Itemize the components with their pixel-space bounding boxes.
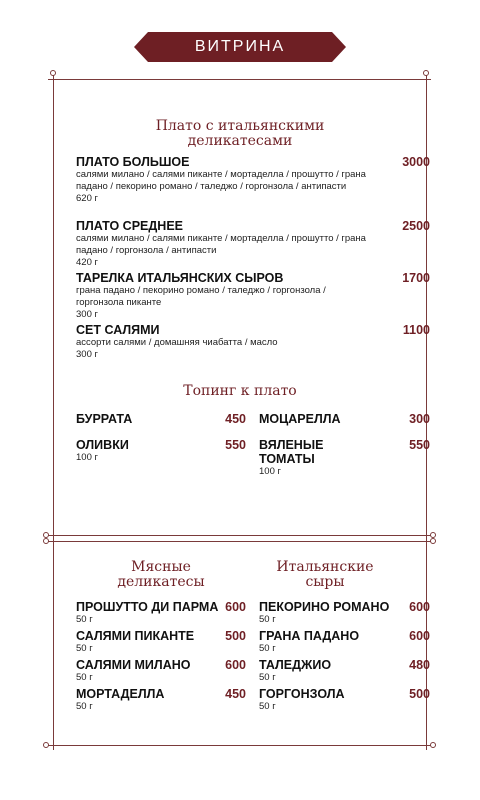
item-weight: 50 г	[76, 614, 93, 625]
item-name: ГРАНА ПАДАНО	[259, 629, 360, 643]
section-banner	[134, 32, 346, 62]
item-weight: 50 г	[76, 672, 93, 683]
item-price: 500	[225, 629, 246, 643]
item-weight: 300 г	[76, 349, 98, 360]
item-weight: 300 г	[76, 309, 98, 320]
frame-right-line	[426, 75, 427, 540]
menu-item	[76, 271, 346, 321]
item-name: ГОРГОНЗОЛА	[259, 687, 345, 701]
item-price: 3000	[402, 155, 430, 169]
item-description: салями милано / салями пиканте / мортаделла / прошутто / грана падано / горгонзола / антипасти	[76, 233, 366, 256]
item-name: МОЦАРЕЛЛА	[259, 412, 341, 426]
item-weight: 50 г	[76, 643, 93, 654]
item-price: 600	[409, 600, 430, 614]
frame-bottom-line	[48, 745, 431, 746]
section-title-cheeses: Итальянские сыры	[276, 559, 374, 590]
item-weight: 50 г	[76, 701, 93, 712]
frame-corner-ornament	[423, 70, 429, 76]
topping-item	[76, 438, 216, 464]
item-price: 600	[409, 629, 430, 643]
frame-mid-line	[48, 535, 431, 536]
item-name: САЛЯМИ ПИКАНТЕ	[76, 629, 195, 643]
menu-item	[76, 155, 376, 205]
item-weight: 420 г	[76, 257, 98, 268]
banner-title: ВИТРИНА	[194, 38, 286, 55]
frame-top-line	[48, 79, 431, 80]
section-title-toppings: Топинг к плато	[183, 383, 297, 399]
item-name: СЕТ САЛЯМИ	[76, 323, 160, 337]
frame-corner-ornament	[430, 742, 436, 748]
frame-corner-ornament	[50, 70, 56, 76]
item-name: ПЕКОРИНО РОМАНО	[259, 600, 390, 614]
frame-left-line-2	[53, 538, 54, 750]
item-weight: 100 г	[259, 466, 281, 477]
item-name: САЛЯМИ МИЛАНО	[76, 658, 191, 672]
section-title-plates: Плато с итальянскими деликатесами	[155, 118, 325, 149]
item-price: 500	[409, 687, 430, 701]
item-weight: 50 г	[259, 614, 276, 625]
item-name: ОЛИВКИ	[76, 438, 129, 452]
item-price: 300	[409, 412, 430, 426]
item-name: МОРТАДЕЛЛА	[76, 687, 165, 701]
topping-item	[259, 438, 359, 478]
item-price: 450	[225, 687, 246, 701]
item-weight: 50 г	[259, 672, 276, 683]
item-price: 1100	[402, 323, 430, 337]
item-name: ПЛАТО БОЛЬШОЕ	[76, 155, 190, 169]
frame-corner-ornament	[43, 742, 49, 748]
menu-item	[76, 323, 366, 361]
item-description: грана падано / пекорино романо / таледжо / горгонзола / горгонзола пиканте	[76, 285, 326, 308]
item-price: 2500	[402, 219, 430, 233]
frame-left-line	[53, 75, 54, 540]
item-price: 450	[225, 412, 246, 426]
item-weight: 100 г	[76, 452, 98, 463]
frame-mid-line-2	[48, 541, 431, 542]
item-price: 550	[225, 438, 246, 452]
item-price: 550	[409, 438, 430, 452]
item-weight: 50 г	[259, 701, 276, 712]
item-name: БУРРАТА	[76, 412, 133, 426]
section-title-meats: Мясные деликатесы	[117, 559, 205, 590]
item-price: 600	[225, 658, 246, 672]
item-weight: 620 г	[76, 193, 98, 204]
item-price: 1700	[402, 271, 430, 285]
item-name: ТАЛЕДЖИО	[259, 658, 332, 672]
frame-corner-ornament	[430, 538, 436, 544]
item-name: ПРОШУТТО ДИ ПАРМА	[76, 600, 219, 614]
topping-item	[259, 412, 399, 426]
item-name: ПЛАТО СРЕДНЕЕ	[76, 219, 183, 233]
frame-right-line-2	[426, 538, 427, 750]
item-description: ассорти салями / домашняя чиабатта / масло	[76, 337, 278, 348]
menu-item	[76, 219, 366, 269]
item-price: 600	[225, 600, 246, 614]
frame-corner-ornament	[43, 538, 49, 544]
item-name: ВЯЛЕНЫЕ ТОМАТЫ	[259, 438, 324, 466]
topping-item	[76, 412, 216, 426]
item-price: 480	[409, 658, 430, 672]
item-name: ТАРЕЛКА ИТАЛЬЯНСКИХ СЫРОВ	[76, 271, 284, 285]
item-weight: 50 г	[259, 643, 276, 654]
item-description: салями милано / салями пиканте / мортаделла / прошутто / грана падано / пекорино романо / таледжо / горгонзола / антипасти	[76, 169, 366, 192]
